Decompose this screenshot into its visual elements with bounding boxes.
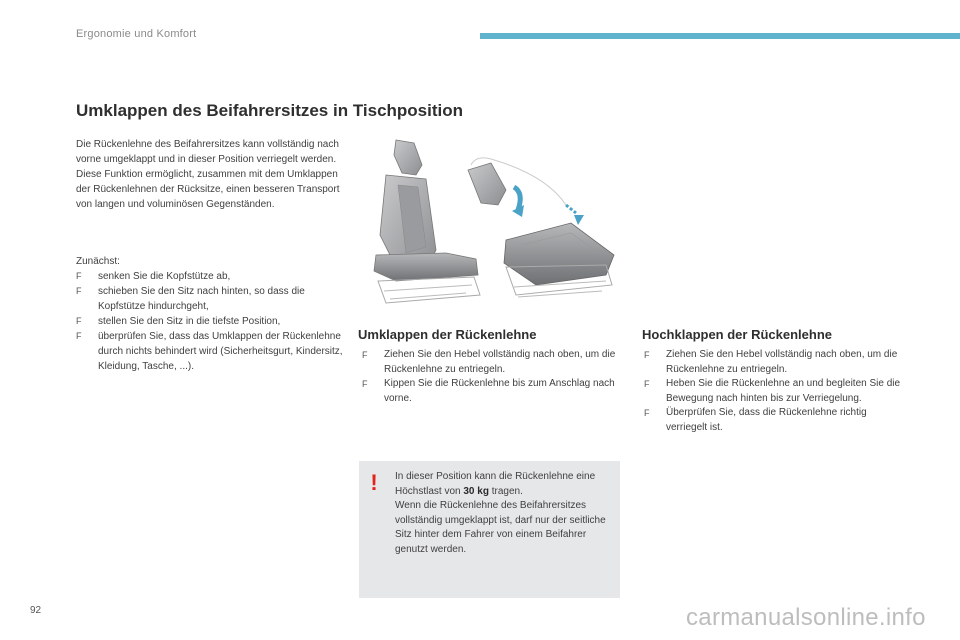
warning-text: In dieser Position kann die Rückenlehne eine Höchstlast von 30 kg tragen. Wenn die Rückenlehne des Beifahrersitzes vollständig umgeklappt ist, darf nur der seitliche Sitz hinter dem Fahrer von einem Beifahrer genutzt werden. [395, 471, 606, 555]
first-steps-label: Zunächst: [76, 256, 120, 267]
page-number: 92 [30, 605, 42, 616]
bullet-icon: F [362, 350, 368, 360]
list-item: F überprüfen Sie, dass das Umklappen der Rückenlehne durch nichts behindert wird (Sicherheitsgurt, Kindersitz, Kleidung, Tasche, ...). [76, 331, 343, 372]
bullet-icon: F [362, 379, 368, 389]
list-item: F Ziehen Sie den Hebel vollständig nach oben, um die Rückenlehne zu entriegeln. [644, 349, 898, 375]
seat-illustration [356, 135, 621, 315]
list-item: F Kippen Sie die Rückenlehne bis zum Anschlag nach vorne. [362, 378, 615, 404]
list-item: F Überprüfen Sie, dass die Rückenlehne richtig verriegelt ist. [644, 407, 867, 433]
list-item: F Ziehen Sie den Hebel vollständig nach oben, um die Rückenlehne zu entriegeln. [362, 349, 616, 375]
list-item: F schieben Sie den Sitz nach hinten, so dass die Kopfstütze hindurchgeht, [76, 286, 305, 312]
bullet-icon: F [644, 408, 650, 418]
intro-paragraph-2: Diese Funktion ermöglicht, zusammen mit dem Umklappen der Rückenlehnen der Rücksitze, einen besseren Transport von langen und voluminösen Gegenständen. [76, 169, 340, 210]
header-accent-bar [480, 33, 960, 39]
unfold-steps-list [644, 348, 906, 435]
bullet-icon: F [76, 286, 82, 296]
bullet-icon: F [76, 271, 82, 281]
page-title: Umklappen des Beifahrersitzes in Tischposition [76, 101, 464, 120]
bullet-icon: F [644, 379, 650, 389]
warning-box [359, 461, 620, 598]
fold-backrest-title: Umklappen der Rückenlehne [358, 327, 537, 342]
fold-steps-list [362, 348, 618, 406]
upright-seat-drawing [374, 140, 480, 303]
bullet-icon: F [76, 331, 82, 341]
bullet-icon: F [76, 316, 82, 326]
intro-paragraph-1: Die Rückenlehne des Beifahrersitzes kann vollständig nach vorne umgeklappt und in dieser Position verriegelt werden. [76, 139, 339, 165]
intro-text [76, 137, 344, 212]
watermark: carmanualsonline.info [686, 604, 926, 631]
warning-icon: ! [370, 470, 378, 495]
bullet-icon: F [644, 350, 650, 360]
max-load-value: 30 kg [463, 485, 489, 497]
unfold-backrest-title: Hochklappen der Rückenlehne [642, 327, 832, 342]
list-item: F Heben Sie die Rückenlehne an und begleiten Sie die Bewegung nach hinten bis zur Verriegelung. [644, 378, 901, 404]
list-item: F senken Sie die Kopfstütze ab, [76, 271, 231, 282]
section-header: Ergonomie und Komfort [76, 28, 197, 40]
list-item: F stellen Sie den Sitz in die tiefste Position, [76, 316, 281, 327]
first-steps-list [76, 269, 344, 374]
folded-seat-drawing [468, 158, 614, 297]
first-steps [76, 254, 344, 374]
